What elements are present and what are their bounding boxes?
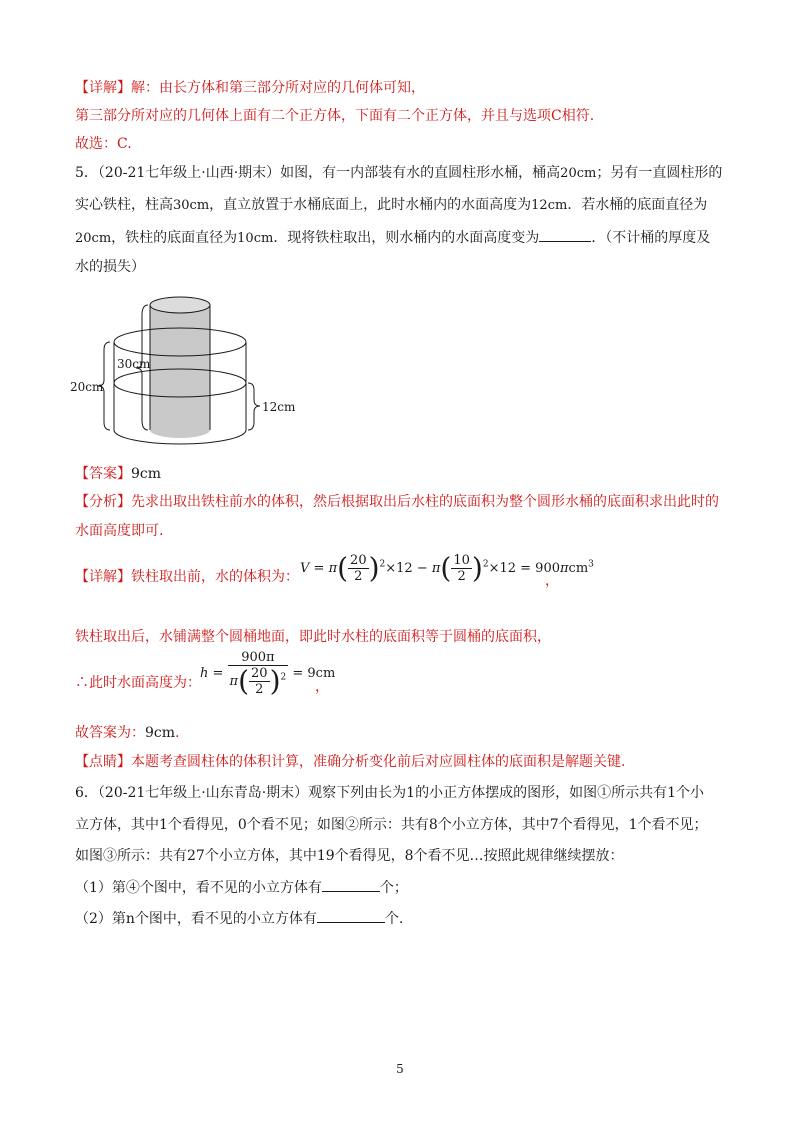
q6-line-3: 如图③所示：共有27个小立方体，其中19个看得见，8个看不见…按照此规律继续摆放：	[75, 848, 624, 864]
final-answer-line	[75, 723, 179, 743]
q5-text-b: ；另有一直圆柱形的	[596, 165, 723, 181]
q6-sub-1	[75, 877, 408, 898]
label-bucket: 20cm	[70, 380, 104, 394]
q5-pillar-height: 30cm	[173, 198, 210, 213]
detail-tag: 【详解】	[75, 80, 131, 96]
eq2-result: = 9cm	[288, 666, 336, 681]
eq1-exp-b: 2	[482, 559, 489, 570]
q6-sub2-unit: 个.	[384, 911, 404, 927]
comment-text: 本题考查圆柱体的体积计算，准确分析变化前后对应圆柱体的底面积是解题关键.	[131, 754, 626, 770]
final-answer-value: 9cm	[145, 725, 176, 741]
q5-text-f: ，铁柱的底面直径为	[111, 230, 238, 246]
eq2-den-pi: π	[229, 674, 239, 689]
eq1-den-b: 2	[457, 569, 466, 584]
q5-text-g: ．现将铁柱取出，则水桶内的水面高度变为	[273, 230, 540, 246]
cylinder-figure	[70, 290, 310, 450]
eq1-lhs: V	[300, 561, 310, 576]
q5-text-h: ．（不计桶的厚度及	[591, 230, 711, 246]
q5-text-a: 5．（20-21七年级上·山西·期末）如图，有一内部装有水的直圆柱形水桶，桶高	[75, 165, 561, 181]
analysis-line-1	[75, 492, 719, 512]
answer-tag: 【答案】	[75, 466, 131, 482]
comment-tag: 【点睛】	[75, 754, 131, 770]
eq1-exp-a: 2	[379, 559, 386, 570]
q5-line-1	[75, 163, 722, 184]
eq1-unit: cm	[568, 561, 589, 576]
detail2-line-2: 铁柱取出后，水铺满整个圆桶地面，即此时水柱的底面积等于圆桶的底面积，	[75, 629, 551, 645]
detail-line-2: 第三部分所对应的几何体上面有二个正方体，下面有二个正方体，并且与选项C相符.	[75, 108, 595, 124]
eq2-exp: 2	[280, 672, 287, 683]
eq1-frac-b	[451, 553, 472, 584]
q5-answer-blank[interactable]	[539, 227, 591, 242]
comment-line	[75, 752, 625, 772]
eq2-lhs: h	[200, 666, 209, 681]
label-pillar: 30cm	[117, 357, 151, 371]
detail-choice: 故选：C.	[75, 136, 132, 152]
analysis-tag: 【分析】	[75, 494, 131, 510]
q6-sub1-unit: 个；	[379, 880, 408, 896]
q6-sub2-blank[interactable]	[317, 908, 385, 923]
eq1-pi-a: π	[328, 561, 338, 576]
q5-text-e: ．若水桶的底面直径为	[567, 197, 708, 213]
detail2-line-3: ∴此时水面高度为：	[75, 675, 201, 691]
analysis-text: 先求出取出铁柱前水的体积，然后根据取出后水柱的底面积为整个圆形水桶的底面积求出此时的	[131, 494, 719, 510]
eq2-inner-den: 2	[255, 682, 264, 697]
answer-value: 9cm	[131, 466, 162, 482]
q5-line-2	[75, 195, 707, 216]
final-answer-period: .	[175, 725, 180, 741]
q6-sub2-text: （2）第n个图中，看不见的小立方体有	[75, 911, 317, 927]
volume-equation: V = π( $\frac{20}{2}$ )$^2$×12 − π( $\frac{10}{2}$ )$^2$×12 = 900πcm$^3$	[300, 551, 594, 585]
q5-text-c: 实心铁柱，柱高	[75, 197, 173, 213]
eq2-den: π( $\frac{20}{2}$ )$^2$	[229, 664, 287, 698]
eq2-equals: =	[208, 666, 228, 681]
eq2-num: 900π	[228, 650, 289, 666]
eq1-times-b: ×12	[488, 561, 517, 576]
eq1-result: = 900	[516, 561, 560, 576]
page-number: 5	[396, 1062, 404, 1076]
eq2-frac	[228, 650, 289, 697]
analysis-line-2: 水面高度即可.	[75, 523, 164, 539]
pillar-top	[150, 297, 210, 313]
q6-sub-2	[75, 908, 403, 929]
eq1-times-a: ×12	[385, 561, 413, 576]
eq2-inner-frac	[249, 666, 270, 697]
eq1-frac-a	[348, 553, 369, 584]
detail2-line-1	[75, 567, 299, 587]
eq1-num-b: 10	[453, 553, 470, 568]
final-answer-label: 故答案为：	[75, 725, 145, 741]
q5-line-3	[75, 227, 710, 249]
q6-sub1-text: （1）第④个图中，看不见的小立方体有	[75, 880, 322, 896]
eq1-equals: =	[309, 561, 329, 576]
eq1-minus: −	[412, 561, 432, 576]
eq1-pi-c: π	[560, 561, 569, 576]
q6-sub1-blank[interactable]	[322, 877, 380, 892]
q5-pillar-diameter: 10cm	[237, 231, 274, 246]
q5-water-height: 12cm	[531, 198, 568, 213]
eq2-comma: ，	[315, 679, 329, 695]
label-water: 12cm	[262, 400, 296, 414]
q6-line-2: 立方体，其中1个看得见，0个看不见；如图②所示：共有8个小立方体，其中7个看得见，1个看不见；	[75, 817, 708, 833]
answer-line	[75, 464, 161, 484]
eq1-unit-exp: 3	[588, 559, 594, 570]
q5-bucket-diameter: 20cm	[75, 231, 112, 246]
q6-line-1: 6．（20-21七年级上·山东青岛·期末）观察下列由长为1的小正方体摆成的图形，如图①所示共有1个小	[75, 785, 704, 801]
eq1-num-a: 20	[350, 553, 367, 568]
detail-text: 解：由长方体和第三部分所对应的几何体可知，	[131, 80, 425, 96]
eq1-comma: ，	[545, 573, 559, 589]
detail2-tag: 【详解】	[75, 569, 131, 585]
eq1-pi-b: π	[431, 561, 441, 576]
eq1-den-a: 2	[354, 569, 363, 584]
eq2-inner-num: 20	[251, 666, 268, 681]
q5-line-4: 水的损失）	[75, 259, 145, 275]
detail2-text: 铁柱取出前，水的体积为：	[131, 569, 299, 585]
q5-bucket-height: 20cm	[560, 166, 597, 181]
brace-water	[248, 383, 260, 430]
q5-text-d: ，直立放置于水桶底面上，此时水桶内的水面高度为	[209, 197, 532, 213]
detail-line-1	[75, 78, 425, 98]
